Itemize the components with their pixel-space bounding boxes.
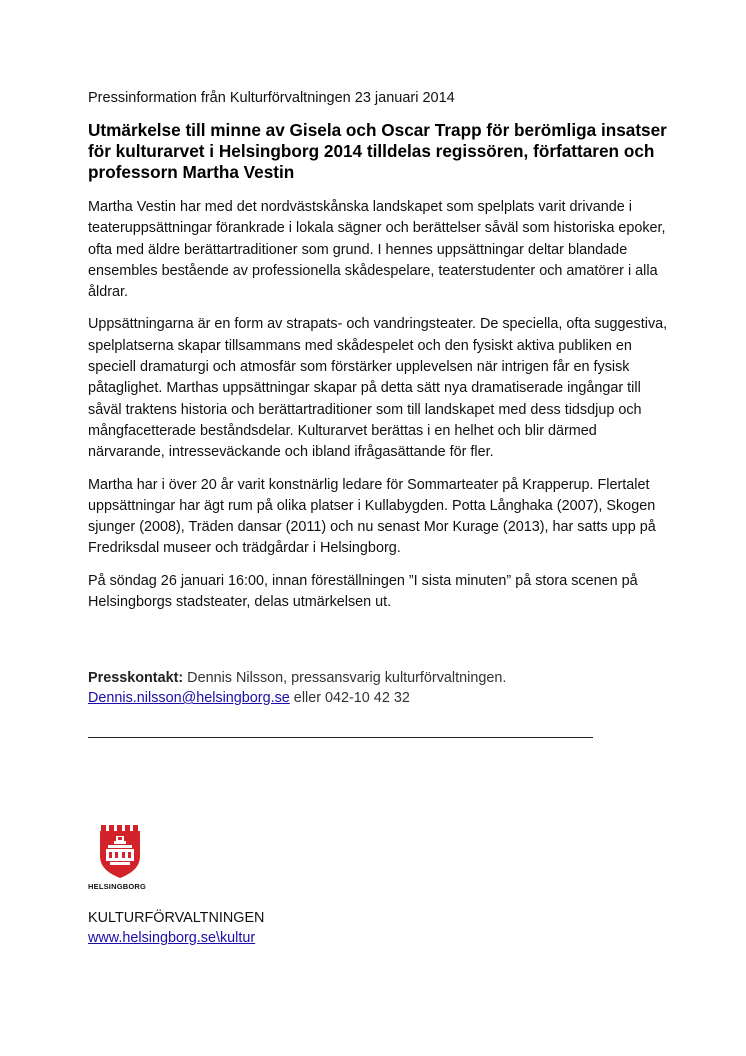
contact-phone: eller 042-10 42 32	[289, 690, 410, 706]
department-name: KULTURFÖRVALTNINGEN	[88, 910, 265, 926]
paragraph-4: På söndag 26 januari 16:00, innan föreställningen ”I sista minuten” på stora scenen på Helsingborgs stadsteater, delas utmärkelsen ut.	[88, 572, 638, 611]
footer	[88, 908, 264, 948]
press-contact-line	[88, 668, 668, 688]
department-url-link[interactable]: www.helsingborg.se\kultur	[88, 930, 256, 946]
divider	[88, 737, 593, 738]
contact-email-link[interactable]: Dennis.nilsson@helsingborg.se	[88, 690, 290, 706]
press-contact-label: Presskontakt:	[88, 670, 184, 686]
dateline: Pressinformation från Kulturförvaltningen 23 januari 2014	[88, 90, 455, 106]
press-release	[88, 88, 668, 624]
press-contact-name: Dennis Nilsson, pressansvarig kulturförvaltningen.	[183, 670, 507, 686]
paragraph-3: Martha har i över 20 år varit konstnärlig ledare för Sommarteater på Krapperup. Flertalet uppsättningar har ägt rum på olika platser i Kullabygden. Potta Långhaka (2007), Skogen sjunger (2008), Träden dansar (2011) och nu senast Mor Kurage (2013), har satts upp på Fredriksdal museer och trädgårdar i Helsingborg.	[88, 476, 656, 557]
headline: Utmärkelse till minne av Gisela och Oscar Trapp för berömliga insatser för kulturarvet i Helsingborg 2014 tilldelas regissören, författaren och professorn Martha Vestin	[88, 120, 667, 182]
paragraph-2: Uppsättningarna är en form av strapats- och vandringsteater. De speciella, ofta suggestiva, spelplatserna skapar tillsammans med skådespelet och den fysiskt aktiva publiken en speciell dramaturgi och atmosfär som förstärker upplevelsen när intrigen får en fysisk påtaglighet. Marthas uppsättningar skapar på detta sätt nya dramatiserade ingångar till såväl traktens historia och berättartraditioner som till landskapet med dess tidsdjup och mångfacetterade beståndsdelar. Kulturarvet berättas i en helhet och blir därmed närvarande, intresseväckande och ibland ifrågasättande för fler.	[88, 316, 668, 461]
press-contact	[88, 668, 668, 708]
logo-wordmark: HELSINGBORG	[88, 882, 147, 891]
paragraph-1: Martha Vestin har med det nordvästskånska landskapet som spelplats varit drivande i teateruppsättningar förankrade i lokala sägner och berättelser såväl som historiska epoker, ofta med äldre berättartraditioner som grund. I hennes uppsättningar deltar blandade ensembles bestående av professionella skådespelare, teaterstudenter och amatörer i alla åldrar.	[88, 199, 666, 301]
press-contact-details	[88, 688, 668, 708]
